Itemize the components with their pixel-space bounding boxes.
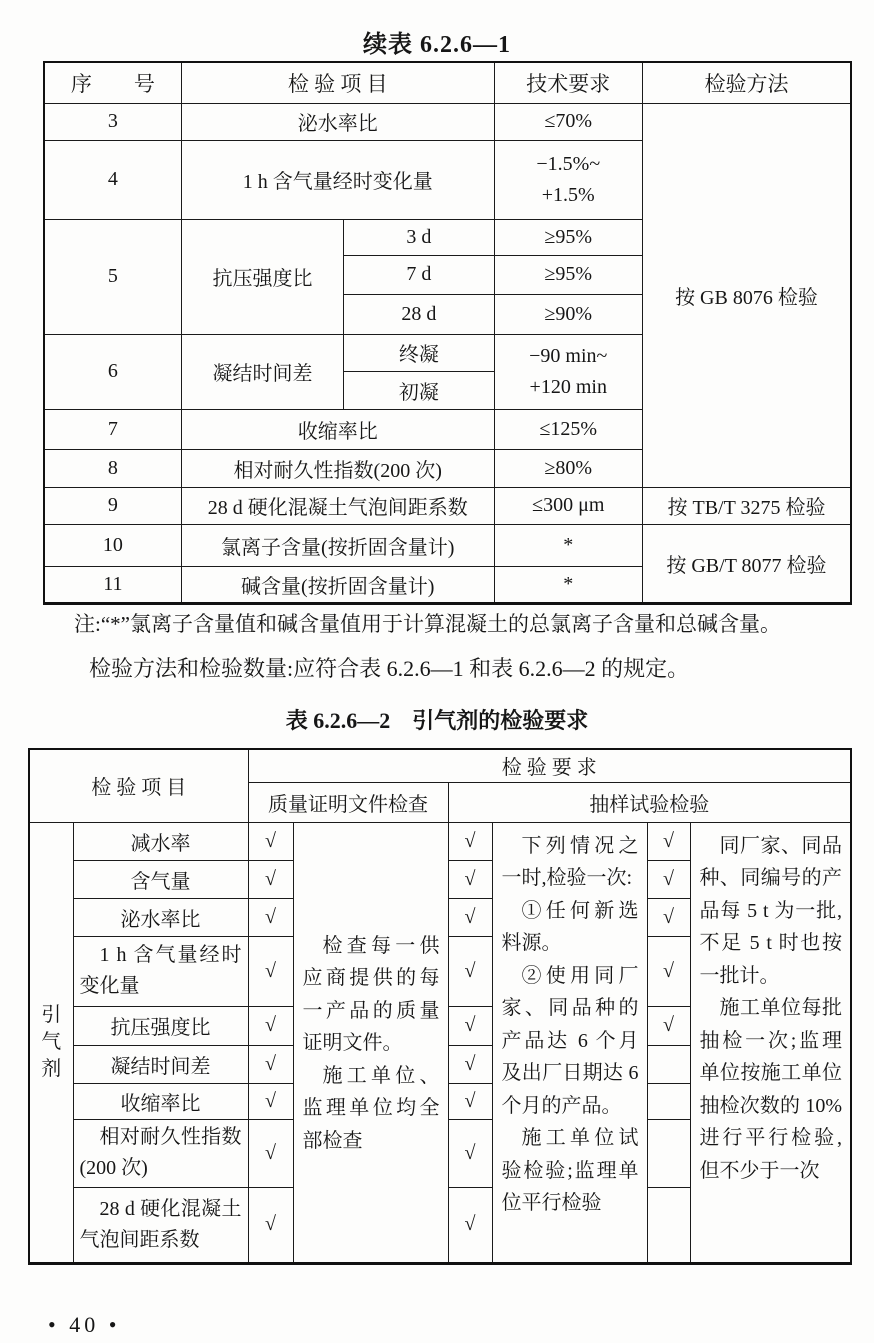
method-cell-gbt8077: 按 GB/T 8077 检验 [642,524,851,603]
paragraph: ②使用同厂家、同品种的产品达 6 个月及出厂日期达 6 个月的产品。 [501,964,639,1117]
table-row [29,749,851,782]
sampling-freq-check-cell: √ [448,822,492,860]
table1-footnote: 注:“*”氯离子含量值和碱含量值用于计算混凝土的总氯离子含量和总碱含量。 [74,612,781,636]
requirement-cell: ≤70% [494,103,642,140]
sampling-freq-check-cell: √ [448,936,492,1006]
doc-check-cell: √ [248,822,293,860]
body-paragraph: 检验方法和检验数量:应符合表 6.2.6—1 和表 6.2.6—2 的规定。 [89,656,690,681]
item-cell: 1 h 含气量经时变化量 [181,140,494,219]
item-cell: 收缩率比 [73,1083,248,1119]
requirement-cell: * [494,566,642,603]
paragraph: ①任何新选料源。 [501,899,639,954]
requirement-line: −1.5%~ [536,152,601,175]
item-cell: 减水率 [73,822,248,860]
table-row [29,822,851,860]
doc-check-cell: √ [248,1083,293,1119]
item-cell: 相对耐久性指数(200 次) [181,449,494,487]
seq-cell: 6 [44,334,181,409]
requirement-header: 检 验 要 求 [248,749,851,782]
requirement-cell: ≤125% [494,409,642,449]
paragraph: 施工单位每批抽检一次;监理单位按施工单位抽检次数的 10%进行平行检验,但不少于一次 [699,997,842,1182]
item-cell: 氯离子含量(按折固含量计) [181,524,494,566]
item-cell: 泌水率比 [73,898,248,936]
sampling-freq-check-cell: √ [448,1119,492,1187]
requirement-cell: ≥80% [494,449,642,487]
item-cell: 抗压强度比 [73,1006,248,1045]
table-6-2-6-1-continued [43,61,852,605]
sampling-qty-check-cell [647,1045,690,1083]
item-cell: 含气量 [73,860,248,898]
method-cell-gb8076: 按 GB 8076 检验 [642,103,851,487]
sampling-frequency-cell [492,822,647,1263]
paragraph: 同厂家、同品种、同编号的产品每 5 t 为一批,不足 5 t 时也按一批计。 [699,834,842,987]
item-cell: 凝结时间差 [73,1045,248,1083]
sampling-test-header: 抽样试验检验 [448,782,851,822]
sampling-freq-check-cell: √ [448,898,492,936]
sampling-freq-check-cell: √ [448,1045,492,1083]
sub-item-cell: 28 d [344,294,494,334]
doc-check-cell: √ [248,860,293,898]
item-cell: 抗压强度比 [181,219,343,334]
table2-title: 表 6.2.6—2 引气剂的检验要求 [285,708,589,733]
requirement-cell [494,140,642,219]
table-row [44,62,851,103]
doc-check-cell: √ [248,1045,293,1083]
requirement-line: +120 min [529,375,607,398]
sub-item-cell: 初凝 [344,371,494,409]
table-row [44,524,851,566]
sampling-qty-check-cell [647,1187,690,1263]
seq-cell: 9 [44,487,181,524]
item-cell: 28 d 硬化混凝土气泡间距系数 [181,487,494,524]
sampling-qty-check-cell [647,1119,690,1187]
item-cell: 收缩率比 [181,409,494,449]
doc-check-requirement-cell [293,822,448,1263]
paragraph: 施工单位试验检验;监理单位平行检验 [501,1127,639,1214]
row-group-text: 引气剂 [41,1003,62,1080]
sampling-qty-check-cell: √ [647,936,690,1006]
doc-check-cell: √ [248,936,293,1006]
sampling-qty-check-cell: √ [647,898,690,936]
seq-cell: 7 [44,409,181,449]
item-cell: 凝结时间差 [181,334,343,409]
seq-cell: 10 [44,524,181,566]
item-cell: 相对耐久性指数(200 次) [73,1119,248,1187]
requirement-cell: ≤300 μm [494,487,642,524]
table-row [44,103,851,140]
sampling-freq-check-cell: √ [448,1006,492,1045]
requirement-header: 技术要求 [494,62,642,103]
item-cell: 泌水率比 [181,103,494,140]
page-number: • 40 • [48,1312,121,1337]
sub-item-cell: 3 d [344,219,494,255]
requirement-cell [494,334,642,409]
requirement-cell: ≥95% [494,219,642,255]
doc-check-cell: √ [248,1119,293,1187]
item-cell: 1 h 含气量经时变化量 [73,936,248,1006]
sampling-qty-check-cell: √ [647,822,690,860]
paragraph: 施工单位、监理单位均全部检查 [302,1064,440,1152]
item-header: 检 验 项 目 [29,749,248,822]
doc-check-cell: √ [248,1006,293,1045]
paragraph: 检查每一供应商提供的每一产品的质量证明文件。 [302,934,440,1055]
doc-check-cell: √ [248,898,293,936]
seq-cell: 4 [44,140,181,219]
item-header: 检 验 项 目 [181,62,494,103]
seq-cell: 11 [44,566,181,603]
sampling-freq-check-cell: √ [448,1187,492,1263]
requirement-cell: ≥90% [494,294,642,334]
doc-check-cell: √ [248,1187,293,1263]
sub-item-cell: 7 d [344,255,494,294]
seq-cell: 3 [44,103,181,140]
table-row [44,487,851,524]
table1-title: 续表 6.2.6—1 [363,32,511,58]
requirement-line: +1.5% [541,183,595,206]
sampling-qty-check-cell: √ [647,1006,690,1045]
sampling-freq-check-cell: √ [448,860,492,898]
table-6-2-6-2 [28,748,852,1265]
seq-cell: 8 [44,449,181,487]
sampling-qty-check-cell [647,1083,690,1119]
requirement-cell: ≥95% [494,255,642,294]
seq-cell: 5 [44,219,181,334]
doc-check-header: 质量证明文件检查 [248,782,448,822]
sub-item-cell: 终凝 [344,334,494,371]
method-cell-tbt3275: 按 TB/T 3275 检验 [642,487,851,524]
requirement-cell: * [494,524,642,566]
sampling-freq-check-cell: √ [448,1083,492,1119]
seq-header: 序 号 [44,62,181,103]
item-cell: 碱含量(按折固含量计) [181,566,494,603]
sampling-quantity-cell [690,822,851,1263]
sampling-qty-check-cell: √ [647,860,690,898]
requirement-line: −90 min~ [529,344,608,367]
row-group-label [29,822,73,1263]
paragraph: 下列情况之一时,检验一次: [501,834,639,889]
method-header: 检验方法 [642,62,851,103]
item-cell: 28 d 硬化混凝土气泡间距系数 [73,1187,248,1263]
